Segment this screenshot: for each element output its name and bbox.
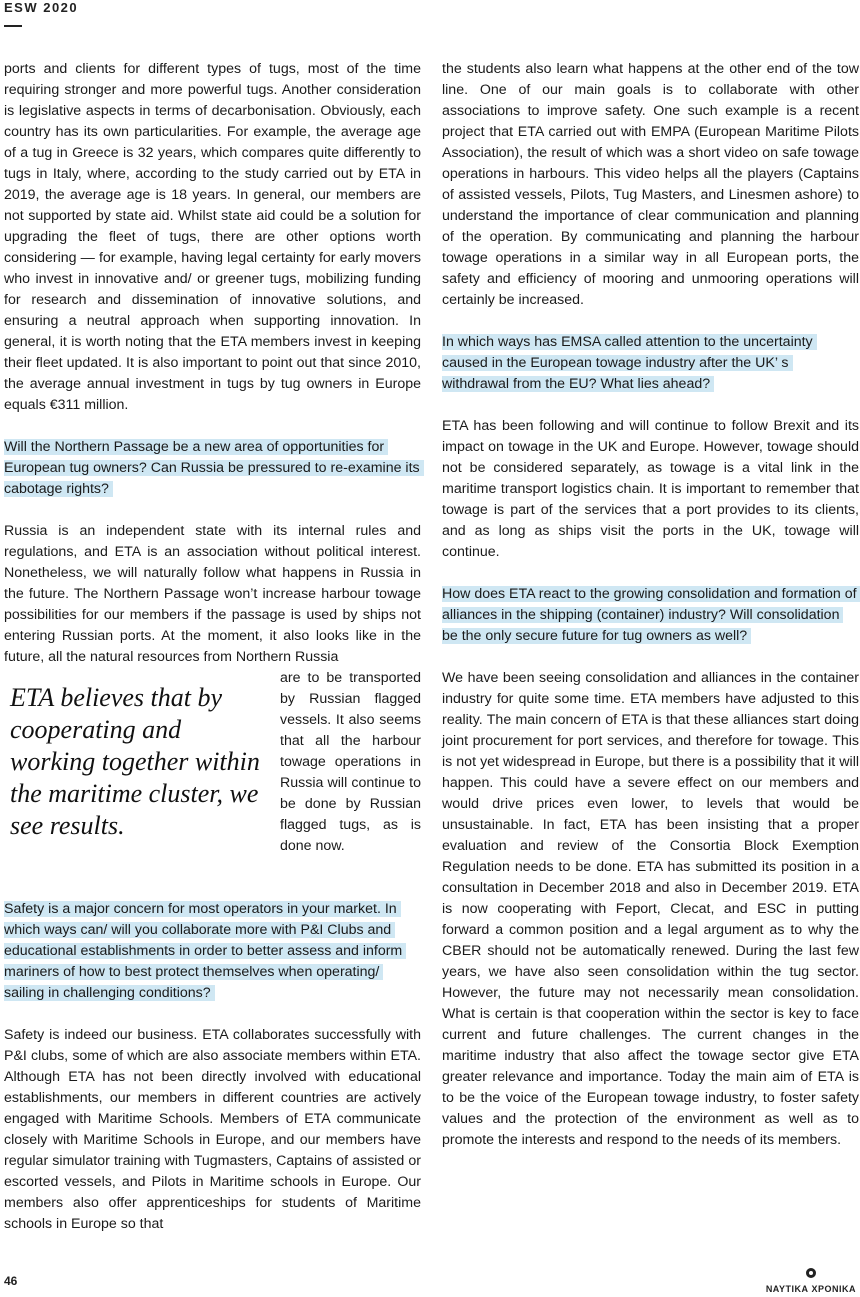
left-paragraph-3: Safety is indeed our business. ETA collaborates successfully with P&I clubs, some of which are also associate members within ETA. Although ETA has not been directly involved with educational establishments, our members in different countries are actively engaged with Maritime Schools. Members of ETA communicate closely with Maritime Schools in Europe, and our members have regular simulator training with Tugmasters, Captains of assisted or escorted vessels, and Pilots in Maritime schools in Europe. Our members also offer apprenticeships for students of Maritime schools in Europe so that (4, 1027, 421, 1232)
left-paragraph-2-continued: are to be transported by Russian flagged vessels. It also seems that all the harbour towage operations in Russia will continue to be done by Russian flagged tugs, as is done now. (280, 670, 421, 854)
right-paragraph-3: We have been seeing consolidation and alliances in the container industry for quite some time. ETA members have adjusted to this reality. The main concern of ETA is that these alliances start doing joint procurement for port services, and therefore for towage. This is not yet widespread in Europe, but there is a possibility that it will happen. This could have a severe effect on our members and would drive prices even lower, to levels that would be unsustainable. In fact, ETA has been insisting that a proper evaluation and review of the Consortia Block Exemption Regulation needs to be done. ETA has submitted its position in a consultation in December 2018 and also in December 2019. ETA is now cooperating with Feport, Clecat, and ESC in putting forward a common position and a legal argument as to why the CBER should not be automatically renewed. During the last few years, we have also seen consolidation within the tug sector. However, the future may not necessarily mean consolidation. What is certain is that cooperation within the sector is key to face current and future challenges. The current changes in the maritime industry that also affect the towage sector give ETA greater relevance and importance. Today the main aim of ETA is to be the voice of the European towage industry, to foster safety values and the protection of the environment as well as to promote the interests and respond to the needs of its members. (442, 670, 859, 1148)
right-paragraph-1: the students also learn what happens at the other end of the tow line. One of our main goals is to collaborate with other associations to improve safety. One such example is a recent project that ETA carried out with EMPA (European Maritime Pilots Association), the result of which was a short video on safe towage operations in harbours. This video helps all the players (Captains of assisted vessels, Pilots, Tug Masters, and Linesmen ashore) to understand the importance of clear communication and planning of the operation. By communicating and planning the harbour towage operations in a similar way in all European ports, the safety and efficiency of mooring and unmooring operations will certainly be increased. (442, 61, 859, 308)
question-text: Will the Northern Passage be a new area of opportunities for European tug owners? Can Russia be pressured to re-examine its cabotage rights? (4, 439, 424, 497)
question-safety (4, 899, 421, 1004)
publication-name: ΝΑΥΤΙΚΑ ΧΡΟΝΙΚΑ (765, 1284, 856, 1294)
question-text: In which ways has EMSA called attention to the uncertainty caused in the European towage industry after the UK’ s withdrawal from the EU? What lies ahead? (442, 334, 817, 392)
page-number: 46 (4, 1274, 18, 1288)
question-northern-passage (4, 437, 421, 500)
question-consolidation (442, 584, 859, 647)
publication-logo (766, 1268, 856, 1297)
header-rule (4, 25, 22, 27)
left-column (4, 59, 421, 1235)
right-column (442, 59, 859, 1151)
right-paragraph-2: ETA has been following and will continue to follow Brexit and its impact on towage in the UK and Europe. However, towage should not be considered separately, as towage is a vital link in the maritime transport logistics chain. It is important to remember that towage is part of the services that a port provides to its clients, and as long as ships visit the ports in the UK, towage will continue. (442, 418, 859, 560)
question-text: How does ETA react to the growing consolidation and formation of alliances in the shipping (container) industry? Will consolidation be the only secure future for tug owners as well? (442, 586, 860, 644)
left-paragraph-2: Russia is an independent state with its internal rules and regulations, and ETA is an association without political interest. Nonetheless, we will naturally follow what happens in Russia in the future. The Northern Passage won’t increase harbour towage possibilities for our members if the passage is used by ships not entering Russian ports. At the moment, it also looks like in the future, all the natural resources from Northern Russia (4, 523, 421, 665)
pull-quote-block (4, 668, 421, 878)
question-text: Safety is a major concern for most operators in your market. In which ways can/ will you collaborate more with P&I Clubs and educational establishments in order to better assess and inform mariners of how to best protect themselves when operating/ sailing in challenging conditions? (4, 901, 406, 1001)
logo-mark-icon (806, 1268, 816, 1278)
question-emsa-brexit (442, 332, 859, 395)
left-paragraph-1: ports and clients for different types of tugs, most of the time requiring stronger and more powerful tugs. Another consideration is legislative aspects in terms of decarbonisation. Obviously, each country has its own particularities. For example, the average age of a tug in Greece is 32 years, which compares quite differently to tugs in Italy, where, according to the study carried out by ETA in 2019, the average age is 18 years. In general, our members are not supported by state aid. Whilst state aid could be a solution for upgrading the fleet of tugs, there are other options worth considering — for example, having legal certainty for early movers who invest in innovative and/ or greener tugs, mobilizing funding for research and dissemination of innovative solutions, and ensuring a neutral approach when supporting innovation. In general, it is worth noting that the ETA members invest in keeping their fleet updated. It is also important to point out that since 2010, the average annual investment in tugs by tug owners in Europe equals €311 million. (4, 61, 421, 413)
pull-quote: ETA believes that by cooperating and working together within the maritime cluster, we see results. (10, 683, 260, 840)
section-header: ESW 2020 (4, 0, 79, 15)
